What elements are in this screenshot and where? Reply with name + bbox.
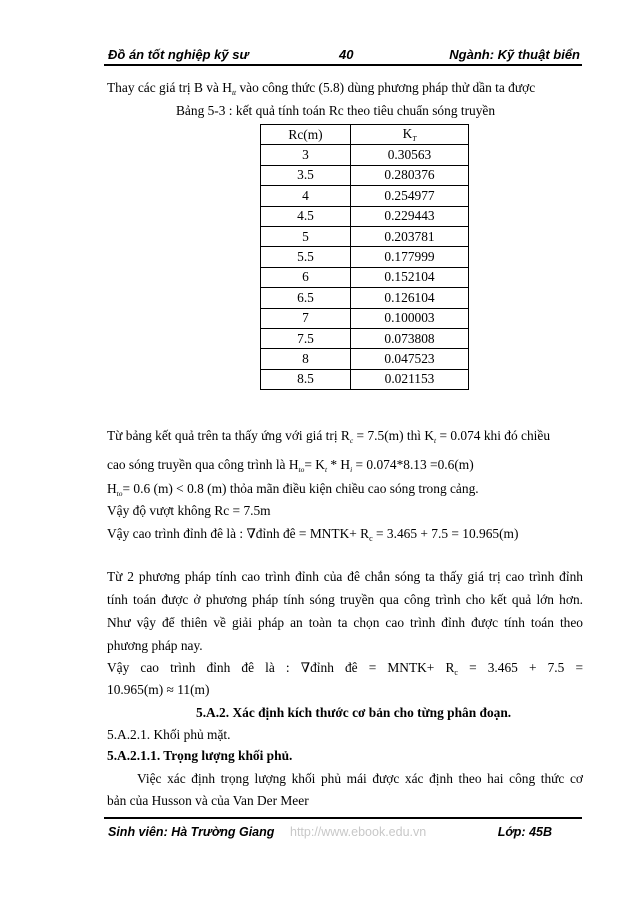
cell-kt: 0.021153 (351, 369, 469, 389)
header-major: Ngành: Kỹ thuật biển (449, 47, 580, 62)
col-header-rc: Rc(m) (261, 125, 351, 145)
para3-line1: Việc xác định trọng lượng khối phủ mái được xác định theo hai công thức cơ (137, 771, 583, 786)
cell-rc: 7 (261, 308, 351, 328)
footer-student: Sinh viên: Hà Trường Giang (108, 825, 275, 839)
header-thesis-title: Đồ án tốt nghiệp kỹ sư (108, 47, 249, 62)
cell-rc: 3 (261, 145, 351, 165)
cell-rc: 8 (261, 349, 351, 369)
para2-line2: tính toán được ở phương pháp tính sóng truyền qua công trình cho kết quả lớn hơn. (107, 592, 583, 607)
cell-kt: 0.203781 (351, 226, 469, 246)
table-row (261, 145, 469, 165)
cell-rc: 3.5 (261, 165, 351, 185)
table-row (261, 186, 469, 206)
page-header (104, 44, 582, 66)
page-footer (104, 817, 582, 843)
intro-line: Thay các giá trị B và $H_{tt}$ vào công thức (5.8) dùng phương pháp thử dần ta được (107, 80, 536, 97)
cell-rc: 4 (261, 186, 351, 206)
page-number: 40 (339, 47, 354, 62)
results-table (260, 124, 469, 390)
cell-kt: 0.100003 (351, 308, 469, 328)
para1-line3: $H_{to}= 0.6$ (m) < 0.8 (m) thỏa mãn điều kiện chiều cao sóng trong cảng. (107, 481, 479, 498)
para2-line1: Từ 2 phương pháp tính cao trình đỉnh của đê chắn sóng ta thấy giá trị cao trình đỉnh (107, 569, 583, 584)
para2-line3: Như vậy để thiên về giải pháp an toàn ta chọn cao trình đỉnh được tính toán theo (107, 615, 583, 630)
subsubsection-title: 5.A.2.1.1. Trọng lượng khối phủ. (107, 748, 293, 763)
cell-rc: 8.5 (261, 369, 351, 389)
para2-line6: 10.965(m) ≈ 11(m) (107, 682, 210, 697)
table-row (261, 308, 469, 328)
cell-rc: 6.5 (261, 288, 351, 308)
cell-kt: 0.30563 (351, 145, 469, 165)
header-rule (104, 64, 582, 66)
para3-line2: bản của Husson và của Van Der Meer (107, 793, 309, 808)
table-row (261, 165, 469, 185)
table-header-row (261, 125, 469, 145)
cell-kt: 0.254977 (351, 186, 469, 206)
cell-kt: 0.152104 (351, 267, 469, 287)
cell-rc: 6 (261, 267, 351, 287)
para2-line5: Vậy cao trình đỉnh đê là : ∇đỉnh đê = MNTK+ $R_c = 3.465 + 7.5$ = (107, 660, 584, 677)
section-heading: 5.A.2. Xác định kích thước cơ bản cho từng phân đoạn. (196, 705, 512, 720)
table-row (261, 267, 469, 287)
table-row (261, 226, 469, 246)
table-row (261, 288, 469, 308)
cell-kt: 0.229443 (351, 206, 469, 226)
para1-line4: Vậy độ vượt không Rc = 7.5m (107, 503, 271, 518)
table-row (261, 206, 469, 226)
cell-kt: 0.073808 (351, 328, 469, 348)
table-row (261, 349, 469, 369)
cell-kt: 0.047523 (351, 349, 469, 369)
cell-kt: 0.280376 (351, 165, 469, 185)
cell-rc: 5.5 (261, 247, 351, 267)
cell-rc: 4.5 (261, 206, 351, 226)
cell-rc: 5 (261, 226, 351, 246)
table-row (261, 328, 469, 348)
table-caption: Bảng 5-3 : kết quả tính toán Rc theo tiêu chuẩn sóng truyền (176, 103, 496, 118)
cell-rc: 7.5 (261, 328, 351, 348)
table-row (261, 247, 469, 267)
cell-kt: 0.126104 (351, 288, 469, 308)
footer-class: Lớp: 45B (497, 825, 552, 839)
footer-rule (104, 817, 582, 819)
para1-line1: Từ bảng kết quả trên ta thấy ứng với giá trị $R_c = 7.5(m)$ thì $K_t = 0.074$ khi đó chiều (107, 428, 551, 445)
para1-line5: Vậy cao trình đỉnh đê là : ∇đỉnh đê = MNTK+ $R_c = 3.465 + 7.5 = 10.965(m)$ (107, 526, 519, 543)
col-header-kt: $K_T$ (351, 125, 469, 145)
cell-kt: 0.177999 (351, 247, 469, 267)
subsection-title: 5.A.2.1. Khối phủ mặt. (107, 727, 231, 742)
para2-line4: phương pháp nay. (107, 638, 203, 653)
footer-watermark-link[interactable]: http://www.ebook.edu.vn (290, 825, 427, 839)
para1-line2: cao sóng truyền qua công trình là $H_{to}= K_t * H_i = 0.074*8.13 =0.6(m)$ (107, 457, 474, 474)
table-row (261, 369, 469, 389)
